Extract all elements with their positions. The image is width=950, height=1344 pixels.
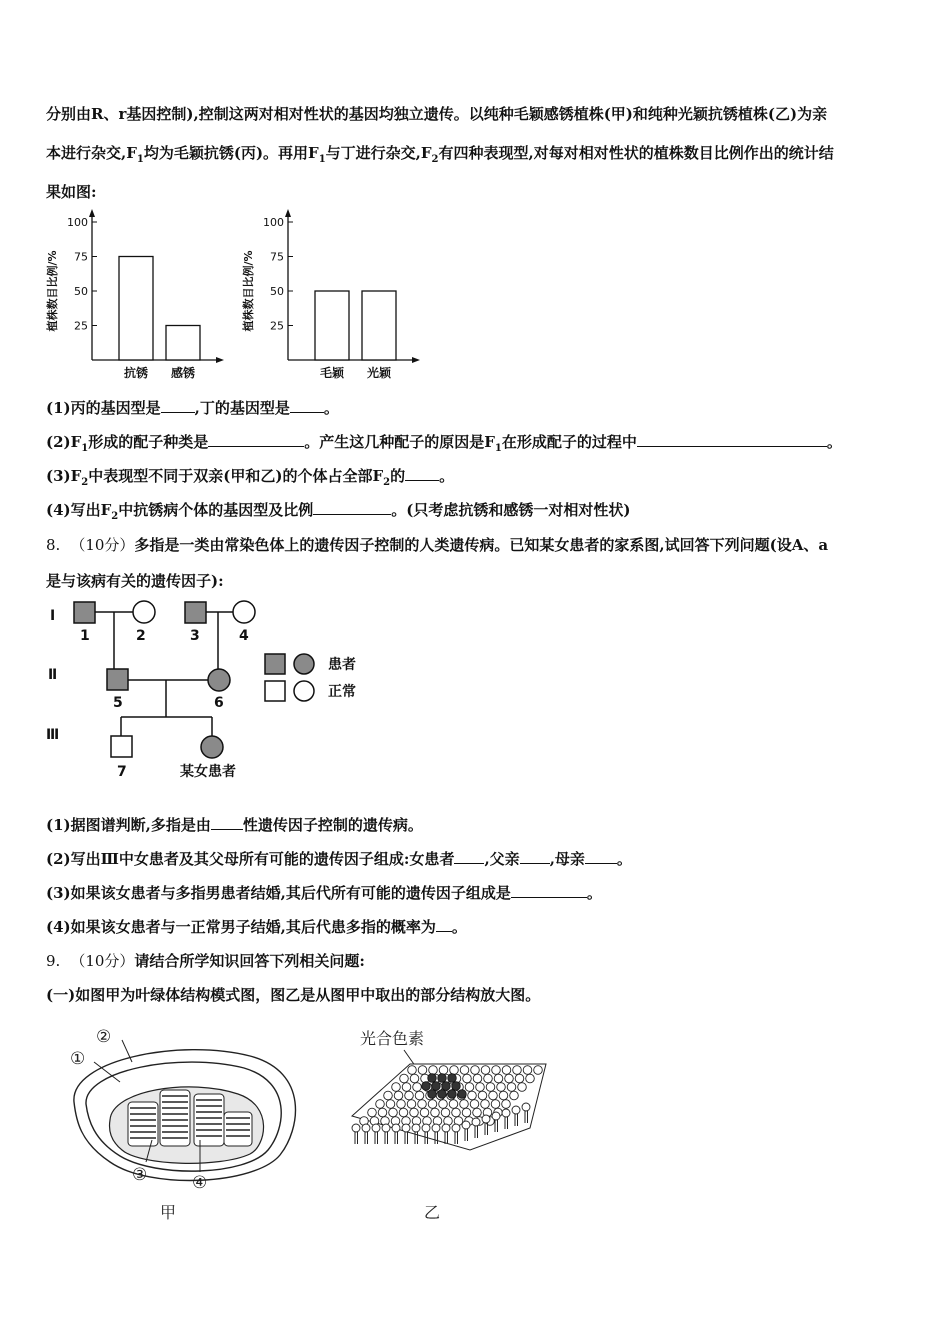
text: 本进行杂交,F [46,144,137,162]
lipid-head [429,1066,438,1075]
q8-part-4 [46,916,467,937]
bar-毛颖 [315,291,349,360]
lipid-head [497,1083,506,1092]
lipid-head [410,1108,419,1117]
x-tick-label: 毛颖 [319,366,345,380]
lipid-head-side [422,1124,430,1132]
y-tick-label: 50 [270,285,284,298]
lipid-head [463,1074,472,1083]
q7-part-2 [46,431,842,454]
lipid-head [415,1091,424,1100]
bar-抗锈 [119,257,153,361]
individual-number: 7 [117,764,127,780]
individual-3-affected-male [185,602,206,623]
generation-label-iii: Ⅲ [46,727,60,743]
lipid-head [399,1108,408,1117]
lipid-head [449,1100,458,1109]
question-number: 8. [46,536,61,554]
intro-line-2 [46,142,834,165]
intro-line-3: 果如图: [46,183,97,201]
lipid-head [502,1100,511,1109]
proband-label: 某女患者 [180,764,236,780]
lipid-head [389,1108,398,1117]
q7-part-1 [46,397,339,418]
lipid-head-side [392,1124,400,1132]
individual-5-affected-male [107,669,128,690]
lipid-head [384,1091,393,1100]
text: 在形成配子的过程中 [501,433,637,451]
pigment-molecule [438,1074,447,1083]
pigment-molecule [448,1074,457,1083]
q7-part-4 [46,499,630,522]
lipid-head-side [462,1121,470,1129]
individual-6-affected-female [208,669,230,691]
lipid-head-side [522,1103,530,1111]
text: 。(只考虑抗锈和感锈一对相对性状) [391,501,631,519]
y-tick-label: 100 [263,216,284,229]
text: 。 [616,850,632,868]
pigment-molecule [438,1090,447,1099]
lipid-head [507,1083,516,1092]
lipid-head [476,1083,485,1092]
x-tick-label: 感锈 [170,366,196,380]
lipid-head-side [402,1124,410,1132]
x-tick-label: 光颖 [366,366,392,380]
label-circle-1: ① [70,1049,86,1069]
granum [194,1094,224,1146]
legend-affected-male [265,654,285,674]
lipid-head-side [492,1112,500,1120]
individual-number: 4 [239,628,249,644]
individual-number: 2 [136,628,146,644]
lipid-head [394,1091,403,1100]
answer-blank[interactable] [454,849,484,864]
lipid-head [486,1083,495,1092]
pigment-label: 光合色素 [360,1029,425,1048]
q8-part-3 [46,882,602,903]
individual-number: 6 [214,695,224,711]
question-number: 9. [46,952,61,970]
y-tick-label: 100 [67,216,88,229]
y-tick-label: 25 [270,319,284,333]
pigment-molecule [432,1082,441,1091]
subscript: 1 [81,443,89,454]
lipid-head [452,1108,461,1117]
lipid-head [471,1066,480,1075]
lipid-head [413,1083,422,1092]
text: 中抗锈病个体的基因型及比例 [118,501,314,519]
y-axis-label: 植株数目比例/% [242,250,255,332]
lipid-head [402,1083,411,1092]
lipid-head [481,1100,490,1109]
legend-normal-male [265,681,285,701]
lipid-head [491,1100,500,1109]
label-circle-3: ③ [132,1165,148,1185]
pigment-molecule [448,1090,457,1099]
lipid-head-side [382,1124,390,1132]
lipid-head [473,1074,482,1083]
question-score: （10分） [70,536,135,554]
legend-label-normal: 正常 [328,684,356,700]
q8-heading-2: 是与该病有关的遗传因子): [46,572,224,590]
lipid-head [407,1100,416,1109]
legend-normal-female [294,681,314,701]
lipid-head-side [472,1118,480,1126]
lipid-head [428,1100,437,1109]
lipid-head [470,1100,479,1109]
lipid-head [460,1066,469,1075]
generation-label-i: Ⅰ [50,608,56,624]
y-axis-label: 植株数目比例/% [46,250,59,332]
lipid-head-side [432,1124,440,1132]
text: 。 [826,433,842,451]
q8-part-2 [46,848,632,869]
text: 与丁进行杂交,F [325,144,432,162]
lipid-head [397,1100,406,1109]
lipid-head-side [372,1124,380,1132]
lipid-head [462,1108,471,1117]
lipid-head [400,1074,409,1083]
individual-7-normal-male [111,736,132,757]
individual-2-normal-female [133,601,155,623]
figure-caption-yi: 乙 [424,1203,441,1222]
q9-heading [46,950,365,971]
subscript: 2 [431,154,439,165]
x-tick-label: 抗锈 [123,366,149,380]
x-axis-arrow [216,357,224,363]
text: (4)如果该女患者与一正常男子结婚,其后代患多指的概率为 [46,918,436,936]
text: 中表现型不同于双亲(甲和乙)的个体占全部F [88,467,384,485]
answer-blank[interactable] [313,500,391,515]
bar-光颖 [362,291,396,360]
lipid-head [502,1066,511,1075]
pigment-molecule [422,1082,431,1091]
lipid-head [484,1074,493,1083]
text: 。产生这几种配子的原因是F [304,433,495,451]
text: (2)F [46,433,82,451]
text: 均为毛颖抗锈(丙)。再用F [143,144,319,162]
lipid-head [420,1108,429,1117]
text: 。 [439,467,455,485]
lipid-head [534,1066,543,1075]
text: (1)据图谱判断,多指是由 [46,816,211,834]
y-tick-label: 50 [74,285,88,298]
bar-感锈 [166,326,200,361]
answer-blank[interactable] [161,398,195,413]
intro-line-1: 分别由R、r基因控制),控制这两对相对性状的基因均独立遗传。以纯种毛颖感锈植株(甲)和纯种光颖抗锈植株(乙)为亲 [46,105,828,123]
answer-blank[interactable] [637,432,827,447]
lipid-head [441,1108,450,1117]
lipid-head [499,1091,508,1100]
individual-number: 3 [190,628,200,644]
lipid-head [386,1100,395,1109]
lipid-head [410,1074,419,1083]
text: 。 [323,399,339,417]
lipid-head [513,1066,522,1075]
lipid-head [515,1074,524,1083]
chart-resistance [45,209,224,380]
answer-blank[interactable] [208,432,304,447]
chloroplast-diagram [60,1020,310,1230]
y-tick-label: 25 [74,319,88,333]
q7-part-3 [46,465,454,488]
subscript: 1 [136,154,144,165]
text: (2)写出Ⅲ中女患者及其父母所有可能的遗传因子组成:女患者 [46,850,455,868]
text: (4)写出F [46,501,112,519]
y-axis-arrow [89,209,95,217]
subscript: 2 [81,477,89,488]
answer-blank[interactable] [211,815,243,830]
lipid-head [468,1091,477,1100]
lipid-head [418,1066,427,1075]
y-tick-label: 75 [270,250,284,264]
lipid-head [368,1108,377,1117]
answer-blank[interactable] [405,466,439,481]
text: (1)丙的基因型是 [46,399,161,417]
lipid-head [376,1100,385,1109]
pigment-molecule [428,1090,437,1099]
lipid-head [465,1083,474,1092]
text: 性遗传因子控制的遗传病。 [242,816,423,834]
answer-blank[interactable] [436,917,452,932]
granum [224,1112,252,1146]
lipid-head [439,1100,448,1109]
question-text: 请结合所学知识回答下列相关问题: [134,952,365,970]
lipid-head [405,1091,414,1100]
lipid-head [478,1091,487,1100]
text: ,父亲 [484,850,520,868]
subscript: 2 [111,511,119,522]
y-tick-label: 75 [74,250,88,264]
individual-1-affected-male [74,602,95,623]
text: 。 [451,918,467,936]
answer-blank[interactable] [585,849,617,864]
figure-caption-jia: 甲 [160,1203,177,1222]
lipid-head [408,1066,417,1075]
lipid-head-side [512,1106,520,1114]
text: 的 [390,467,406,485]
text: (3)F [46,467,82,485]
lipid-head [492,1066,501,1075]
x-axis-arrow [412,357,420,363]
label-circle-2: ② [96,1027,112,1047]
thylakoid-membrane-diagram [340,1020,560,1230]
q8-part-1 [46,814,423,835]
answer-blank[interactable] [520,849,550,864]
pigment-molecule [458,1090,467,1099]
pigment-molecule [428,1074,437,1083]
pigment-molecule [452,1082,461,1091]
lipid-head-side [362,1124,370,1132]
individual-number: 1 [80,628,90,644]
lipid-head [494,1074,503,1083]
lipid-head-side [412,1124,420,1132]
question-score: （10分） [70,952,135,970]
lipid-head [489,1091,498,1100]
lipid-head-side [482,1115,490,1123]
pigment-molecule [442,1082,451,1091]
answer-blank[interactable] [290,398,324,413]
lipid-head [431,1108,440,1117]
lipid-head [526,1074,535,1083]
lipid-head [523,1066,532,1075]
subscript: 1 [494,443,502,454]
lipid-head [505,1074,514,1083]
text: 。 [586,884,602,902]
lipid-head-side [442,1124,450,1132]
lipid-head [439,1066,448,1075]
lipid-head [418,1100,427,1109]
proband-affected-female [201,736,223,758]
text: ,丁的基因型是 [194,399,290,417]
q9-sub-1: (一)如图甲为叶绿体结构模式图，图乙是从图甲中取出的部分结构放大图。 [46,986,541,1004]
text: 形成的配子种类是 [88,433,209,451]
lipid-head-side [502,1109,510,1117]
lipid-head [392,1083,401,1092]
lipid-head-side [452,1124,460,1132]
lipid-head [518,1083,527,1092]
label-circle-4: ④ [192,1173,208,1193]
individual-4-normal-female [233,601,255,623]
legend-label-patient: 患者 [328,657,356,673]
pedigree-chart [40,592,380,792]
question-text: 多指是一类由常染色体上的遗传因子控制的人类遗传病。已知某女患者的家系图,试回答下列问题(设A、a [134,536,829,554]
lipid-head [460,1100,469,1109]
subscript: 2 [383,477,391,488]
lipid-head [473,1108,482,1117]
chart-awn [241,209,420,380]
lipid-head [481,1066,490,1075]
text: ,母亲 [549,850,585,868]
individual-number: 5 [113,695,123,711]
legend-affected-female [294,654,314,674]
text: 有四种表现型,对每对相对性状的植株数目比例作出的统计结 [438,144,834,162]
lipid-head [450,1066,459,1075]
lipid-head [378,1108,387,1117]
y-axis-arrow [285,209,291,217]
lipid-head-side [352,1124,360,1132]
generation-label-ii: Ⅱ [48,667,58,683]
lipid-head [510,1091,519,1100]
text: (3)如果该女患者与多指男患者结婚,其后代所有可能的遗传因子组成是 [46,884,511,902]
bar-charts-figure [40,205,440,385]
subscript: 1 [318,154,326,165]
answer-blank[interactable] [511,883,587,898]
q8-heading [46,534,828,555]
